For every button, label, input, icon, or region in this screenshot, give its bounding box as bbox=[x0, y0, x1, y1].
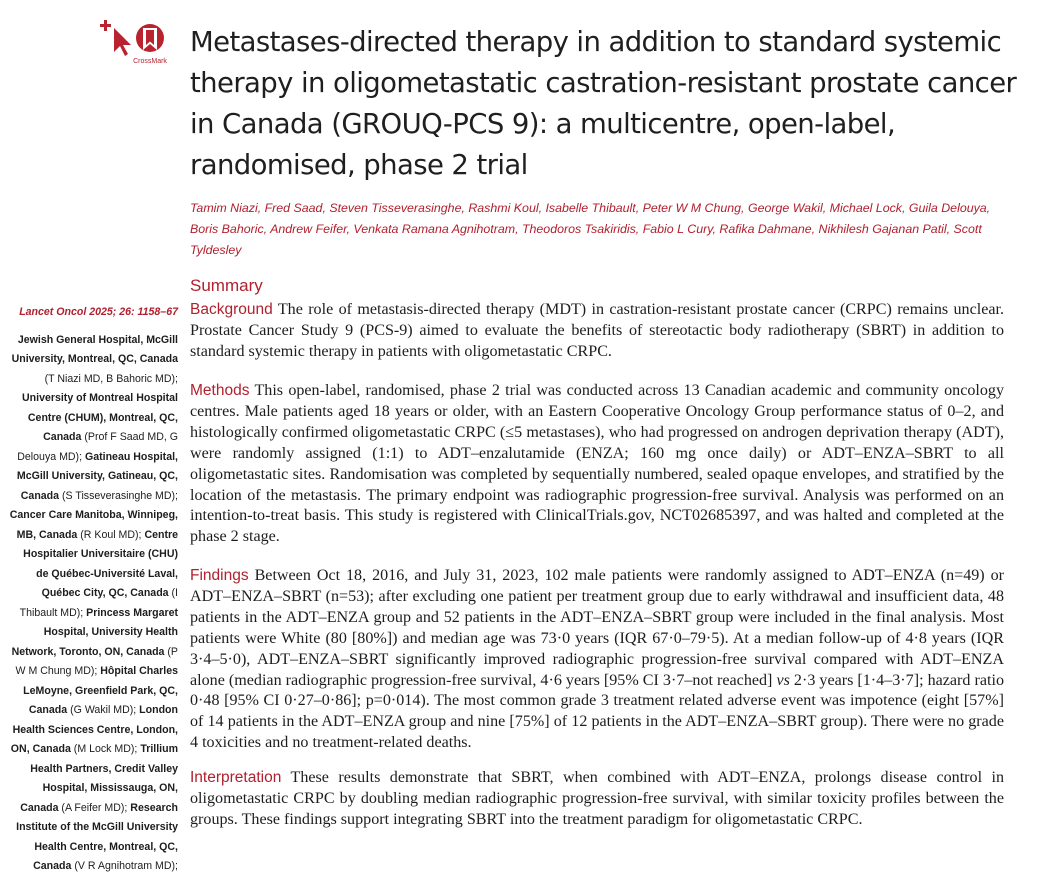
affiliation-name: Research Institute of the McGill University Health Centre, Montreal, QC, Canada bbox=[16, 801, 178, 872]
affiliation-people: (T Niazi MD, B Bahoric MD); bbox=[44, 372, 178, 385]
background-section bbox=[190, 300, 1004, 363]
methods-text: This open-label, randomised, phase 2 trial was conducted across 13 Canadian academic and community oncology centres. Male patients aged 18 years or older, with an Eastern Cooperative Oncology Group performance status of 0–2, and histologically confirmed oligometastatic CRPC (≤5 metastases), who had progressed on androgen deprivation therapy (ADT), were randomly assigned (1:1) to ADT–enzalutamide (ENZA; 160 mg once daily) or ADT–ENZA–SBRT to all oligometastatic sites. Randomisation was completed by sequentially numbered, sealed opaque envelopes, and stratified by the location of the metastasis. The primary endpoint was radiographic progression-free survival. Analysis was performed on an intention-to-treat basis. This study is registered with ClinicalTrials.gov, NCT02685397, and was halted and completed at the phase 2 stage. bbox=[190, 382, 1004, 546]
findings-text: Between Oct 18, 2016, and July 31, 2023, 102 male patients were randomly assigned to ADT–ENZA (n=49) or ADT–ENZA–SBRT (n=53); after excluding one patient per treatment group due to early withdrawal and insufficient data, 48 patients in the ADT–ENZA group and 52 patients in the ADT–ENZA–SBRT group were included in the final analysis. Most patients were White (80 [80%]) and median age was 73·0 years (IQR 67·0–79·5). At a median follow-up of 4·8 years (IQR 3·4–5·0), ADT–ENZA–SBRT significantly improved radiographic progression-free survival compared with ADT–ENZA alone (median radiographic progression-free survival, 4·6 years [95% CI 3·7–not reached] bbox=[190, 567, 1005, 689]
crossmark-label: CrossMark bbox=[133, 58, 167, 65]
findings-heading: Findings bbox=[190, 567, 249, 584]
interpretation-section bbox=[190, 768, 1004, 831]
findings-text-continued: 2·3 years [1·4–3·7]; hazard ratio 0·48 [95% CI 0·27–0·86]; p=0·014). The most common grade 3 treatment related adverse event was impotence (eight [57%] of 14 patients in the ADT–ENZA group and nine [75%] of 12 patients in the ADT–ENZA–SBRT group). There were no grade 4 toxicities and no treatment-related deaths. bbox=[190, 671, 1004, 752]
affiliation-people: (Prof F Saad MD, G Delouya MD); bbox=[17, 431, 178, 463]
summary-heading: Summary bbox=[190, 276, 263, 295]
affiliation-people: (A Feifer MD); bbox=[61, 801, 128, 814]
affiliation-name: Hôpital Charles LeMoyne, Greenfield Park, QC, Canada bbox=[23, 665, 178, 716]
interpretation-heading: Interpretation bbox=[190, 769, 282, 786]
affiliation-people: (G Wakil MD); bbox=[70, 704, 137, 716]
background-text: The role of metastasis-directed therapy (MDT) in castration-resistant prostate cancer (CRPC) remains unclear. Prostate Cancer Study 9 (PCS-9) aimed to evaluate the benefits of stereotactic body radiotherapy (SBRT) in addition to standard systemic therapy in patients with oligometastatic CRPC. bbox=[190, 301, 1004, 360]
affiliation-people: (V R Agnihotram MD); bbox=[74, 860, 178, 872]
affiliation-name: London Health Sciences Centre, London, ON, Canada bbox=[10, 704, 178, 755]
affiliation-name: Trillium Health Partners, Credit Valley Hospital, Mississauga, ON, Canada bbox=[20, 743, 178, 814]
article-title: Metastases-directed therapy in addition to standard systemic therapy in oligometastatic castration-resistant prostate cancer in Canada (GROUQ-PCS 9): a multicentre, open-label, randomised, phase 2 trial bbox=[190, 26, 1017, 181]
affiliation-name: University of Montreal Hospital Centre (CHUM), Montreal, QC, Canada bbox=[22, 392, 178, 443]
affiliation-name: Jewish General Hospital, McGill University, Montreal, QC, Canada bbox=[11, 333, 178, 365]
affiliation-people: (M Lock MD); bbox=[73, 743, 138, 755]
methods-heading: Methods bbox=[190, 382, 250, 399]
affiliation-name: Princess Margaret Hospital, University Health Network, Toronto, ON, Canada bbox=[11, 606, 178, 658]
findings-vs: vs bbox=[776, 671, 790, 689]
methods-section bbox=[190, 381, 1004, 548]
affiliation-name: Gatineau Hospital, McGill University, Gatineau, QC, Canada bbox=[16, 450, 178, 502]
background-heading: Background bbox=[190, 301, 273, 318]
author-list[interactable]: Tamim Niazi, Fred Saad, Steven Tisseverasinghe, Rashmi Koul, Isabelle Thibault, Peter W M Chung, George Wakil, Michael Lock, Guila Delouya, Boris Bahoric, Andrew Feifer, Venkata Ramana Agnihotram, Theodoros Tsakiridis, Fabio L Cury, Rafika Dahmane, Nikhilesh Gajanan Patil, Scott Tyldesley bbox=[190, 201, 991, 257]
affiliation-name: Centre Hospitalier Universitaire (CHU) de Québec-Université Laval, Québec City, QC, Canada bbox=[23, 528, 178, 599]
affiliation-people: (S Tisseverasinghe MD); bbox=[62, 489, 178, 502]
affiliations-sidebar bbox=[8, 303, 178, 877]
findings-section bbox=[190, 566, 1004, 754]
affiliation-people: (I Thibault MD); bbox=[19, 587, 178, 619]
affiliation-people: (R Koul MD); bbox=[80, 528, 142, 541]
journal-citation: Lancet Oncol 2025; 26: 1158–67 bbox=[19, 306, 178, 318]
affiliation-people: (P W M Chung MD); bbox=[15, 645, 178, 677]
affiliation-name: Cancer Care Manitoba, Winnipeg, MB, Canada bbox=[9, 509, 178, 541]
interpretation-text: These results demonstrate that SBRT, when combined with ADT–ENZA, prolongs disease control in oligometastatic CRPC by doubling median radiographic progression-free survival, with similar toxicity profiles between the groups. These findings support integrating SBRT into the treatment paradigm for oligometastatic CRPC. bbox=[190, 769, 1004, 828]
